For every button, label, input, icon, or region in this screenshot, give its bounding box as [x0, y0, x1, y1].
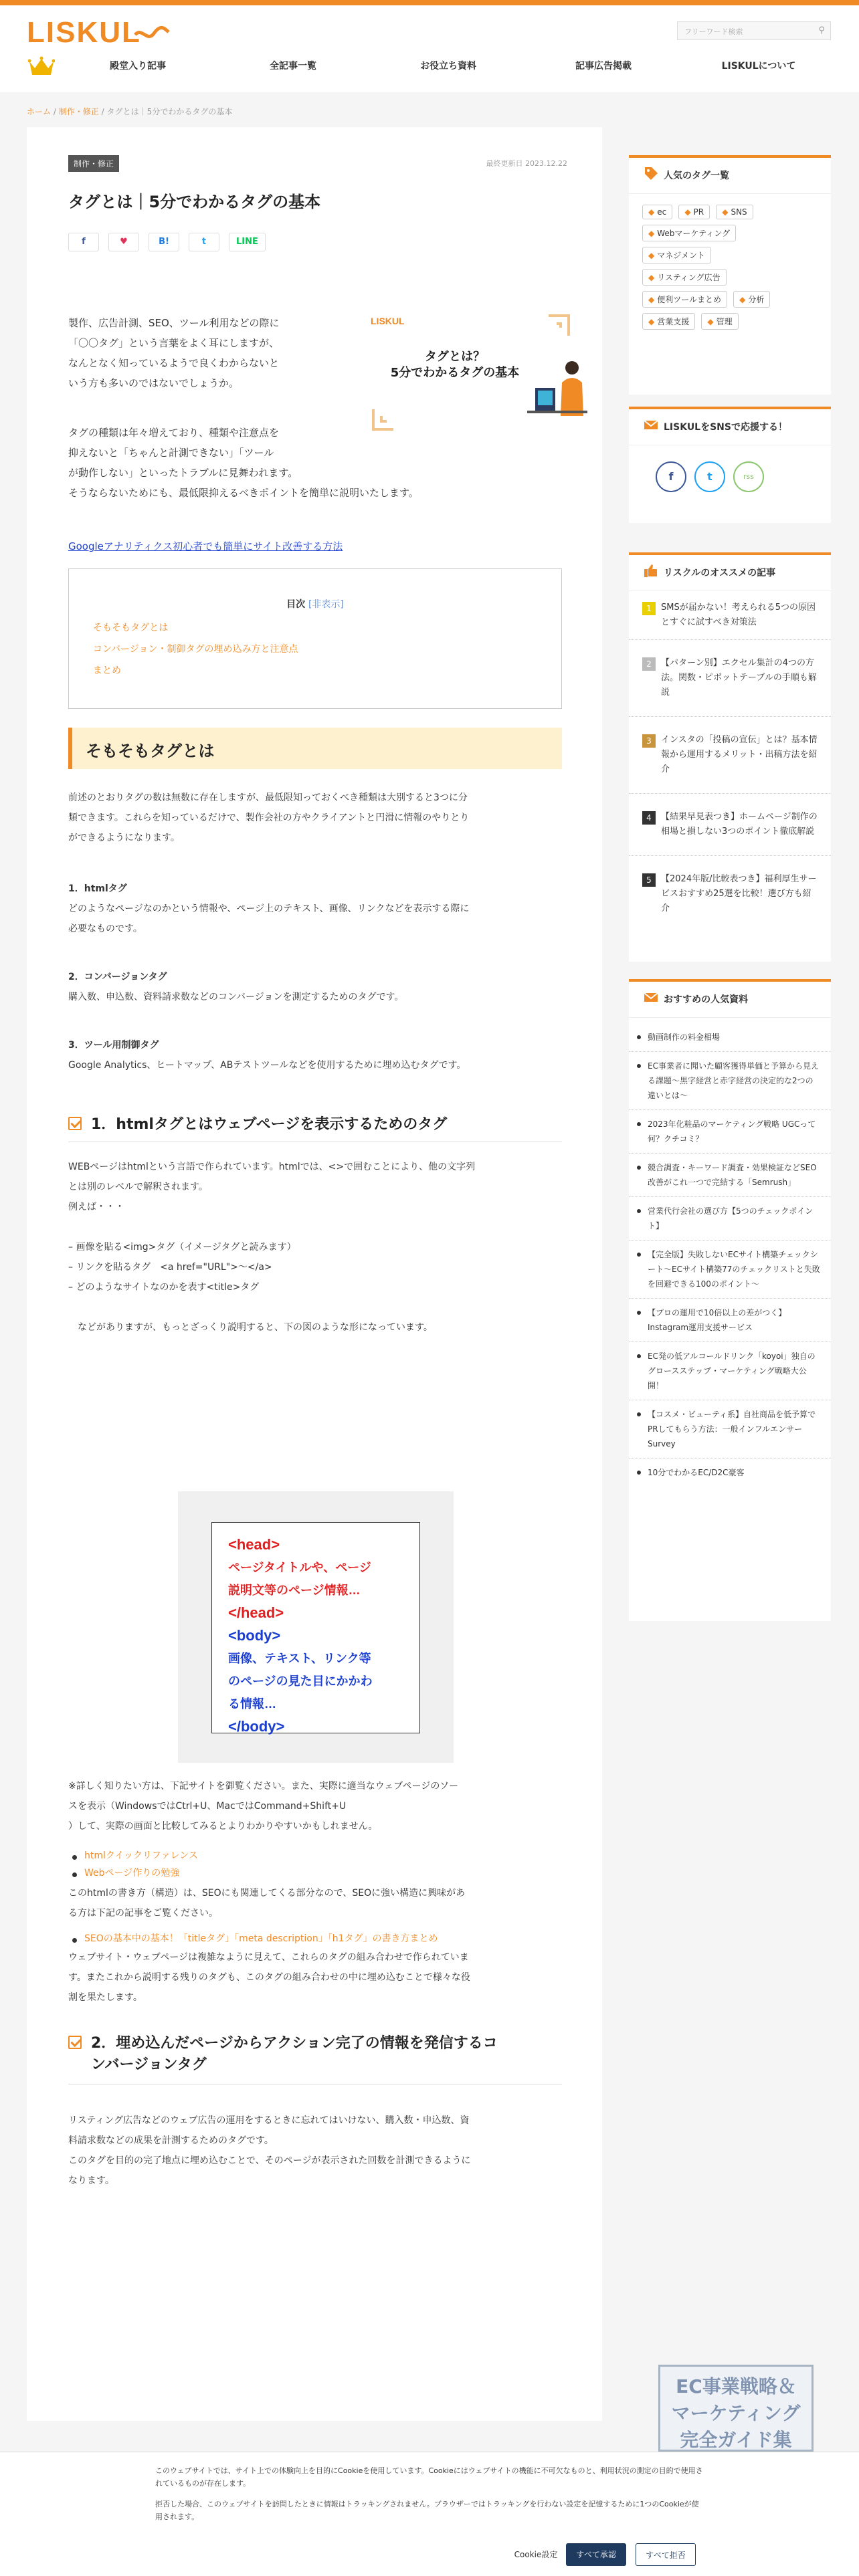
site-header: [0, 5, 859, 92]
document-item[interactable]: 【完全版】失敗しないECサイト構築チェックシート〜ECサイト構築77のチェックリストと失敗を回避できる100のポイント〜: [629, 1241, 831, 1299]
article-main: [27, 127, 602, 2421]
document-item[interactable]: 2023年化粧品のマーケティング戦略 UGCって何？クチコミ？: [629, 1110, 831, 1154]
sns-widget: [629, 407, 831, 523]
ec-guide-banner[interactable]: EC事業戦略＆ マーケティング 完全ガイド集: [658, 2365, 814, 2452]
widget-title: リスクルのオススメの記事: [629, 552, 831, 591]
nav-item-documents[interactable]: お役立ち資料: [420, 61, 476, 72]
toc-toggle[interactable]: [非表示]: [308, 599, 344, 610]
reference-link[interactable]: Webページ作りの勉強: [84, 1868, 180, 1879]
tag-type-1: 1．htmlタグ どのようなページなのかという情報や、ページ上のテキスト、画像、リンクなどを表示する際に 必要なものです。: [68, 883, 470, 934]
checkbox-icon: [68, 2036, 82, 2049]
reference-link[interactable]: htmlクイックリファレンス: [84, 1850, 198, 1861]
seo-article-link[interactable]: SEOの基本中の基本！「titleタグ」「meta description」「h1タグ」の書き方まとめ: [84, 1933, 438, 1944]
tag-chip[interactable]: ◆ 管理: [701, 313, 738, 330]
section-intro: 前述のとおりタグの数は無数に存在しますが、最低限知っておくべき種類は大別すると3つに分 類できます。これらを知っているだけで、製作会社の方やクライアントと円滑に情報のやりとり ができるようになります。: [68, 792, 470, 843]
site-logo[interactable]: LISKUL: [27, 16, 141, 49]
hero-caption: タグとは？ 5分でわかるタグの基本: [390, 350, 520, 380]
cookie-settings-button[interactable]: Cookie設定: [514, 2550, 558, 2559]
nav-item-ad-posting[interactable]: 記事広告掲載: [575, 61, 632, 72]
html-structure-code: <head> ページタイトルや、ページ 説明文等のページ情報… </head> <body> 画像、テキスト、リンク等 のページの見た目にかかわ る情報… </body>: [211, 1522, 420, 1733]
twitter-icon[interactable]: t: [694, 461, 725, 492]
document-item[interactable]: 【コスメ・ビューティ系】自社商品を低予算でPRしてもらう方法：一般インフルエンサーSurvey: [629, 1400, 831, 1459]
hero-image: [341, 302, 595, 443]
widget-title: 人気のタグ一覧: [629, 155, 831, 194]
widget-title: おすすめの人気資料: [629, 979, 831, 1018]
tag-chip[interactable]: ◆ 営業支援: [642, 313, 695, 330]
documents-list: [629, 1018, 831, 1487]
document-item[interactable]: EC発の低アルコールドリンク「koyoi」独自のグロースステップ・マーケティング戦略大公開！: [629, 1342, 831, 1400]
html-structure-diagram: [178, 1491, 454, 1763]
tag-chip[interactable]: ◆ ec: [642, 205, 672, 219]
breadcrumb-home[interactable]: ホーム: [27, 107, 52, 116]
table-of-contents: [68, 568, 562, 709]
intro-paragraph-1: 製作、広告計測、SEO、ツール利用などの際に 「〇〇タグ」という言葉をよく耳にしますが、 なんとなく知っているようで良くわからないと いう方も多いのではないでしょうか。: [68, 317, 280, 389]
document-item[interactable]: 10分でわかるEC/D2C豪客: [629, 1459, 831, 1487]
top-accent-bar: [0, 0, 859, 5]
nav-item-about[interactable]: LISKULについて: [721, 61, 796, 72]
document-item[interactable]: 動画制作の料金相場: [629, 1023, 831, 1052]
rss-icon[interactable]: rss: [733, 461, 764, 492]
share-facebook-button[interactable]: f: [68, 233, 99, 251]
logo-swoosh-icon: [134, 24, 170, 44]
search-input[interactable]: フリーワード検索 ⚲: [677, 21, 831, 40]
page-title: タグとは｜5分でわかるタグの基本: [68, 193, 321, 211]
share-hatena-button[interactable]: B!: [149, 233, 179, 251]
document-item[interactable]: 競合調査・キーワード調査・効果検証などSEO改善がこれ一つで完結する「Semrush」: [629, 1154, 831, 1197]
conversion-tag-explanation: リスティング広告などのウェブ広告の運用をするときに忘れてはいけない、購入数・申込数、資 料請求数などの成果を計測するためのタグです。 このタグを目的の完了地点に埋め込むことで、そのページが表示された回数を計測できるように なります。: [68, 2115, 471, 2186]
checkbox-icon: [68, 1117, 82, 1130]
tag-type-2: 2．コンバージョンタグ 購入数、申込数、資料請求数などのコンバージョンを測定するためのタグです。: [68, 972, 404, 1002]
tag-chip[interactable]: ◆ 便利ツールまとめ: [642, 291, 727, 308]
ranking-item[interactable]: 1 SMSが届かない！考えられる5つの原因とすぐに試すべき対策法: [629, 591, 831, 640]
popular-tags-widget: [629, 155, 831, 395]
mail-icon: [644, 990, 658, 1004]
ranking-item[interactable]: 2 【パターン別】エクセル集計の4つの方法。関数・ピボットテーブルの手順も解説: [629, 640, 831, 717]
facebook-icon[interactable]: f: [656, 461, 686, 492]
document-item[interactable]: 営業代行会社の選び方【5つのチェックポイント】: [629, 1197, 831, 1241]
document-item[interactable]: 【プロの運用で10倍以上の差がつく】Instagram運用支援サービス: [629, 1299, 831, 1342]
mail-icon: [644, 417, 658, 432]
updated-date: 最終更新日 2023.12.22: [486, 159, 567, 168]
tag-chip[interactable]: ◆ SNS: [716, 205, 753, 219]
toc-item[interactable]: そもそもタグとは: [93, 623, 169, 633]
seo-note: このhtmlの書き方（構造）は、SEOにも関連してくる部分なので、SEOに強い構造に興味があ る方は下記の記事をご覧ください。: [68, 1888, 466, 1919]
share-buttons: [68, 233, 266, 251]
breadcrumb: [27, 106, 232, 117]
nav-item-all-articles[interactable]: 全記事一覧: [270, 61, 316, 72]
toc-title: 目次 [非表示]: [286, 599, 344, 610]
breadcrumb-sep: /: [101, 107, 104, 116]
tag-chip[interactable]: ◆ リスティング広告: [642, 269, 727, 286]
intro-paragraph-2: タグの種類は年々増えており、種類や注意点を 抑えないと「ちゃんと計測できない」「ツール が動作しない」といったトラブルに見舞われます。 そうならないためにも、最低限抑えるべきポイントを簡単に説明いたします。: [68, 427, 419, 499]
breadcrumb-category[interactable]: 制作・修正: [58, 107, 99, 116]
ranking-list: [629, 591, 831, 932]
widget-title: LISKULをSNSで応援する！: [629, 407, 831, 445]
combination-note: ウェブサイト・ウェブページは複雑なように見えて、これらのタグの組み合わせで作られていま す。またこれから説明する残りのタグも、このタグの組み合わせの中に埋め込むことで様々な役 割を果たします。: [68, 1952, 470, 2003]
subsection-heading-2: 2．埋め込んだページからアクション完了の情報を発信するコ ンバージョンタグ: [68, 2033, 562, 2084]
ranking-item[interactable]: 4 【結果早見表つき】ホームページ制作の相場と損しない3つのポイント徹底解説: [629, 794, 831, 856]
recommended-articles-widget: [629, 552, 831, 962]
search-icon[interactable]: ⚲: [818, 25, 825, 35]
cookie-text: このウェブサイトでは、サイト上での体験向上を目的にCookieを使用しています。Cookieにはウェブサイトの機能に不可欠なものと、利用状況の測定の目的で使用されているものが存在します。 拒否した場合、このウェブサイトを訪問したときに情報はトラッキングされません。ブラウザーではトラッキングを行わない設定を記憶するために1つのCookieが使用されます。: [155, 2466, 703, 2521]
accept-all-button[interactable]: すべて承認: [566, 2543, 626, 2566]
ga-article-link[interactable]: Googleアナリティクス初心者でも簡単にサイト改善する方法: [68, 540, 343, 552]
share-twitter-button[interactable]: t: [189, 233, 219, 251]
nav-item-hall-of-fame[interactable]: 殿堂入り記事: [110, 61, 166, 72]
tag-icon: [644, 166, 658, 181]
share-line-button[interactable]: LINE: [229, 233, 266, 251]
ranking-item[interactable]: 3 インスタの「投稿の宣伝」とは？基本情報から運用するメリット・出稿方法を紹介: [629, 717, 831, 794]
document-item[interactable]: EC事業者に聞いた顧客獲得単価と予算から見える課題〜黒字経営と赤字経営の決定的な2つの違いとは〜: [629, 1052, 831, 1110]
breadcrumb-current: タグとは｜5分でわかるタグの基本: [106, 107, 233, 116]
tag-list: [629, 194, 831, 346]
crown-icon: [28, 56, 55, 78]
reject-all-button[interactable]: すべて拒否: [636, 2543, 696, 2566]
cookie-consent-banner: [0, 2452, 859, 2576]
tag-chip[interactable]: ◆ PR: [678, 205, 710, 219]
tag-chip[interactable]: ◆ 分析: [733, 291, 770, 308]
sns-buttons: [629, 445, 831, 492]
reference-links: [68, 1847, 198, 1882]
global-nav: [60, 59, 836, 72]
category-badge[interactable]: 制作・修正: [68, 155, 119, 172]
thumbs-up-icon: [644, 563, 658, 578]
popular-documents-widget: [629, 979, 831, 1621]
toc-item[interactable]: コンバージョン・制御タグの埋め込み方と注意点: [93, 644, 298, 655]
html-tag-explanation: WEBページはhtmlという言語で作られています。htmlでは、<>で囲むことにより、他の文字列 とは別のレベルで解釈されます。 例えば・・・ – 画像を貼る<img>タグ（イメージタグと読みます） – リンクを貼るタグ <a href="URL">～</a> – どのようなサイトなのかを表す<title>タグ などがありますが、もっとざっくり説明すると、下の図のような形になっています。: [68, 1162, 476, 1333]
reference-note: ※詳しく知りたい方は、下記サイトを御覧ください。また、実際に適当なウェブページのソー スを表示（WindowsではCtrl+U、MacではCommand+Shift+U ）して、実際の画面と比較してみるとよりわかりやすいかもしれません。: [68, 1781, 459, 1832]
tag-type-3: 3．ツール用制御タグ Google Analytics、ヒートマップ、ABテストツールなどを使用するために埋め込むタグです。: [68, 1040, 466, 1071]
hero-logo: LISKUL: [371, 316, 405, 326]
tag-chip[interactable]: ◆ マネジメント: [642, 247, 711, 263]
subsection-heading-1: 1．htmlタグとはウェブページを表示するためのタグ: [68, 1113, 562, 1142]
ranking-item[interactable]: 5 【2024年版/比較表つき】福利厚生サービスおすすめ25選を比較！選び方も紹介: [629, 856, 831, 932]
toc-item[interactable]: まとめ: [93, 665, 121, 676]
share-pocket-button[interactable]: ♥: [108, 233, 139, 251]
seo-links: [68, 1930, 438, 1947]
breadcrumb-sep: /: [53, 107, 56, 116]
tag-chip[interactable]: ◆ Webマーケティング: [642, 225, 736, 241]
section-heading: そもそもタグとは: [68, 728, 562, 769]
